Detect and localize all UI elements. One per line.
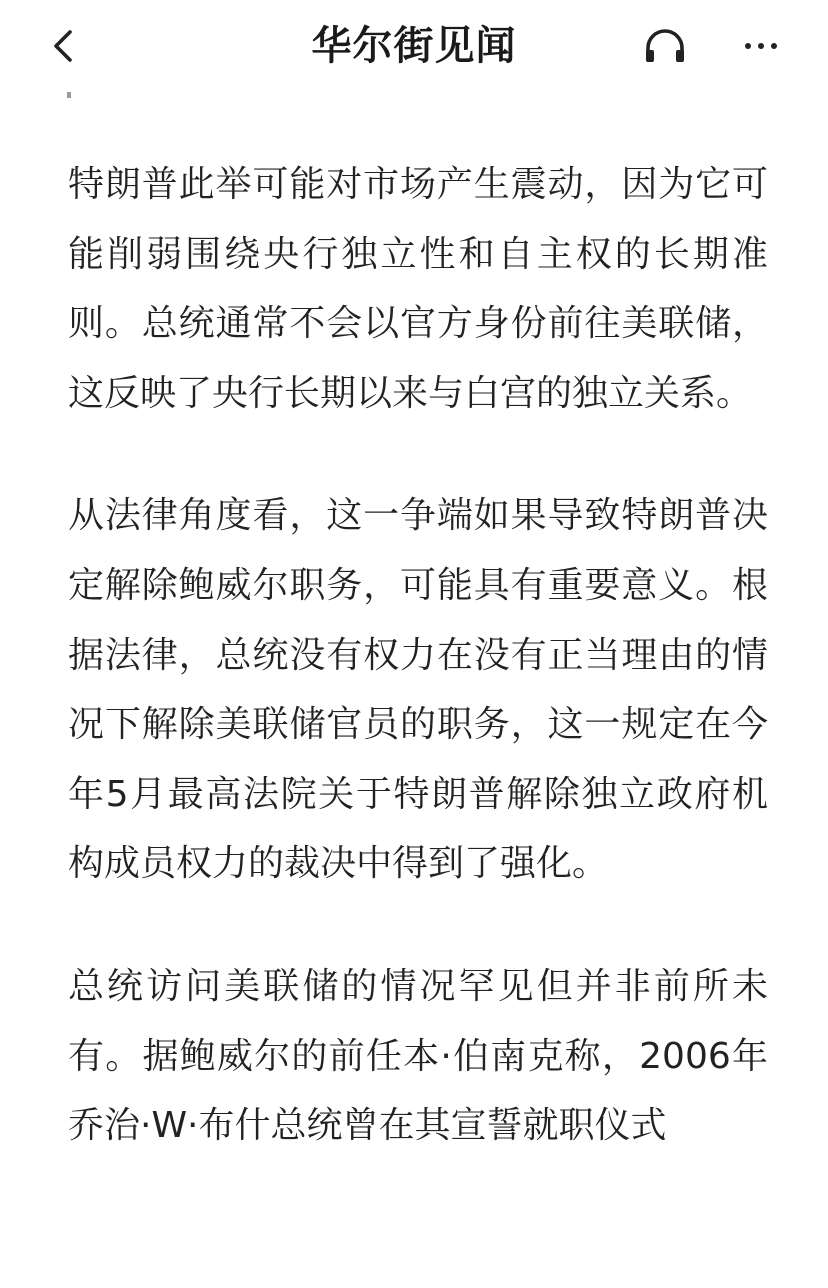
article-body — [68, 150, 768, 1214]
headphones-icon — [640, 24, 690, 70]
content-fade-marker — [67, 92, 71, 98]
page-title: 华尔街见闻 — [311, 22, 517, 69]
listen-audio-button[interactable] — [640, 24, 690, 70]
more-options-button[interactable] — [736, 26, 786, 66]
article-paragraph: 特朗普此举可能对市场产生震动，因为它可能削弱围绕央行独立性和自主权的长期准则。总统通常不会以官方身份前往美联储，这反映了央行长期以来与白宫的独立关系。 — [68, 164, 768, 414]
article-paragraph: 总统访问美联储的情况罕见但并非前所未有。据鲍威尔的前任本·伯南克称，2006年乔治·W·布什总统曾在其宣誓就职仪式 — [68, 965, 768, 1147]
article-paragraph: 从法律角度看，这一争端如果导致特朗普决定解除鲍威尔职务，可能具有重要意义。根据法律，总统没有权力在没有正当理由的情况下解除美联储官员的职务，这一规定在今年5月最高法院关于特朗普解除独立政府机构成员权力的裁决中得到了强化。 — [68, 495, 768, 885]
top-navigation-bar — [0, 0, 828, 92]
more-dots-icon — [736, 26, 786, 66]
